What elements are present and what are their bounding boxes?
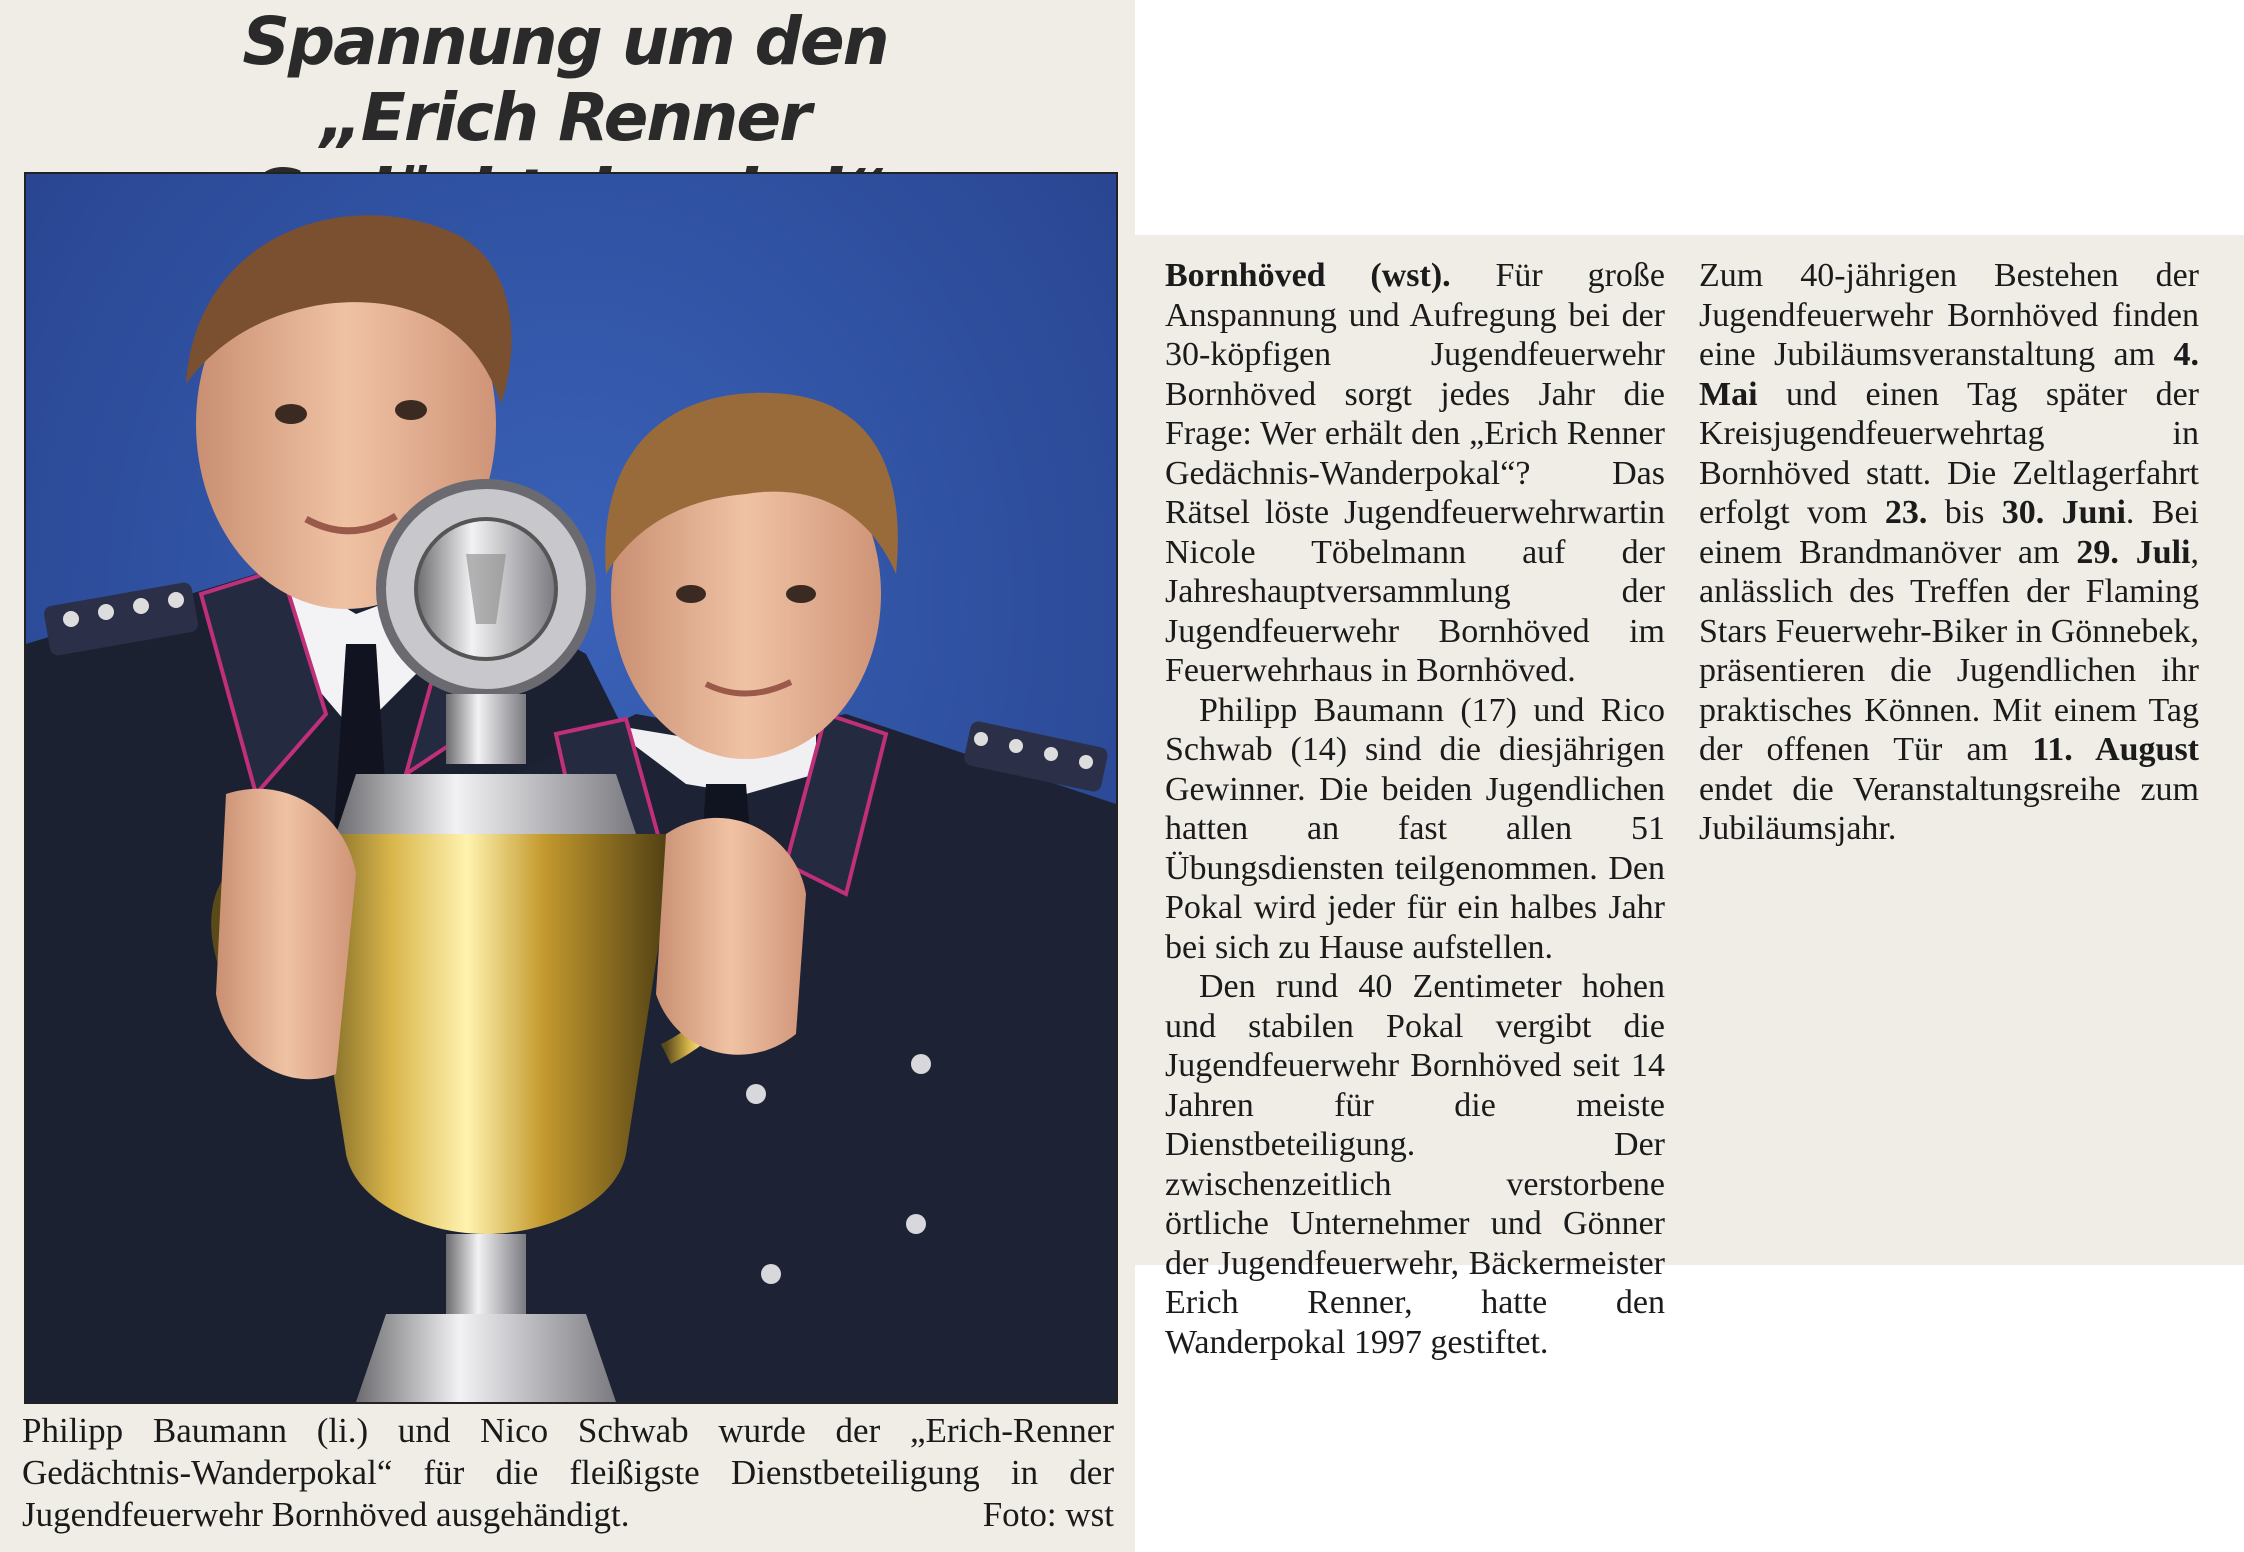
photo-illustration [26, 174, 1116, 1402]
p4-text-c: und einen Tag später der Kreisjugendfeuerwehrtag in Bornhöved statt. Die Zeltlagerfahrt erfolgt vom [1699, 375, 2199, 531]
paragraph-2: Philipp Baumann (17) und Rico Schwab (14) sind die diesjährigen Gewinner. Die beiden Jugendlichen hatten an fast allen 51 Übungsdiensten teilgenommen. Den Pokal wird jeder für ein halbes Jahr bei sich zu Hause aufstellen. [1165, 691, 1665, 966]
photo-caption [22, 1410, 1114, 1536]
date-august-11: 11. August [2032, 731, 2199, 768]
p4-text-a: Zum 40-jährigen Bestehen der Jugendfeuerwehr Bornhöved finden eine Jubiläumsveranstaltung am [1699, 257, 2199, 373]
left-hand [216, 789, 356, 1079]
p4-text-e: bis [1927, 494, 2002, 531]
date-july-29: 29. Juli [2076, 533, 2191, 571]
dateline: Bornhöved (wst). [1165, 257, 1451, 294]
paragraph-4 [1699, 256, 2199, 849]
right-hand [656, 818, 806, 1055]
caption-text: Philipp Baumann (li.) und Nico Schwab wurde der „Erich-Renner Gedächtnis-Wanderpokal“ für die fleißigste Dienstbeteiligung in der Jugendfeuerwehr Bornhöved ausgehändigt. [22, 1411, 1114, 1534]
p4-text-i: , anlässlich des Treffen der Flaming Stars Feuerwehr-Biker in Gönnebek, präsentieren die Jugendlichen ihr praktisches Können. Mit einem Tag der offenen Tür am [1699, 533, 2199, 768]
paragraph-3: Den rund 40 Zentimeter hohen und stabilen Pokal vergibt die Jugendfeuerwehr Bornhöved seit 14 Jahren für die meiste Dienstbeteiligung. Der zwischenzeitlich verstorbene örtliche Unternehmer und Gönner der Jugendfeuerwehr, Bäckermeister Erich Renner, hatte den Wanderpokal 1997 gestiftet. [1165, 968, 1665, 1361]
photo-credit: Foto: wst [982, 1495, 1114, 1534]
photo [24, 172, 1118, 1404]
date-june-30: 30. Juni [2001, 494, 2126, 531]
p4-text-g: . Bei einem Brandmanöver am [1699, 494, 2199, 571]
paragraph-1 [1165, 256, 1665, 691]
column-1 [1165, 256, 1665, 1362]
column-2 [1699, 256, 2199, 849]
headline-line-1: Spannung um den [242, 3, 888, 80]
paragraph-1-text: Für große Anspannung und Aufregung bei der 30-köpfigen Jugendfeuerwehr Bornhöved sorgt jedes Jahr die Frage: Wer erhält den „Erich Renner Gedächnis-Wanderpokal“? Das Rätsel löste Jugendfeuerwehrwartin Nicole Töbelmann auf der Jahreshauptversammlung der Jugendfeuerwehr Bornhöved im Feuerwehrhaus in Bornhöved. [1165, 257, 1665, 689]
date-june-23: 23. [1884, 494, 1928, 531]
p4-text-k: endet die Veranstaltungsreihe zum Jubiläumsjahr. [1699, 770, 2199, 847]
date-may-4: 4. Mai [1699, 336, 2199, 413]
headline-line-2: „Erich Renner [320, 79, 810, 156]
